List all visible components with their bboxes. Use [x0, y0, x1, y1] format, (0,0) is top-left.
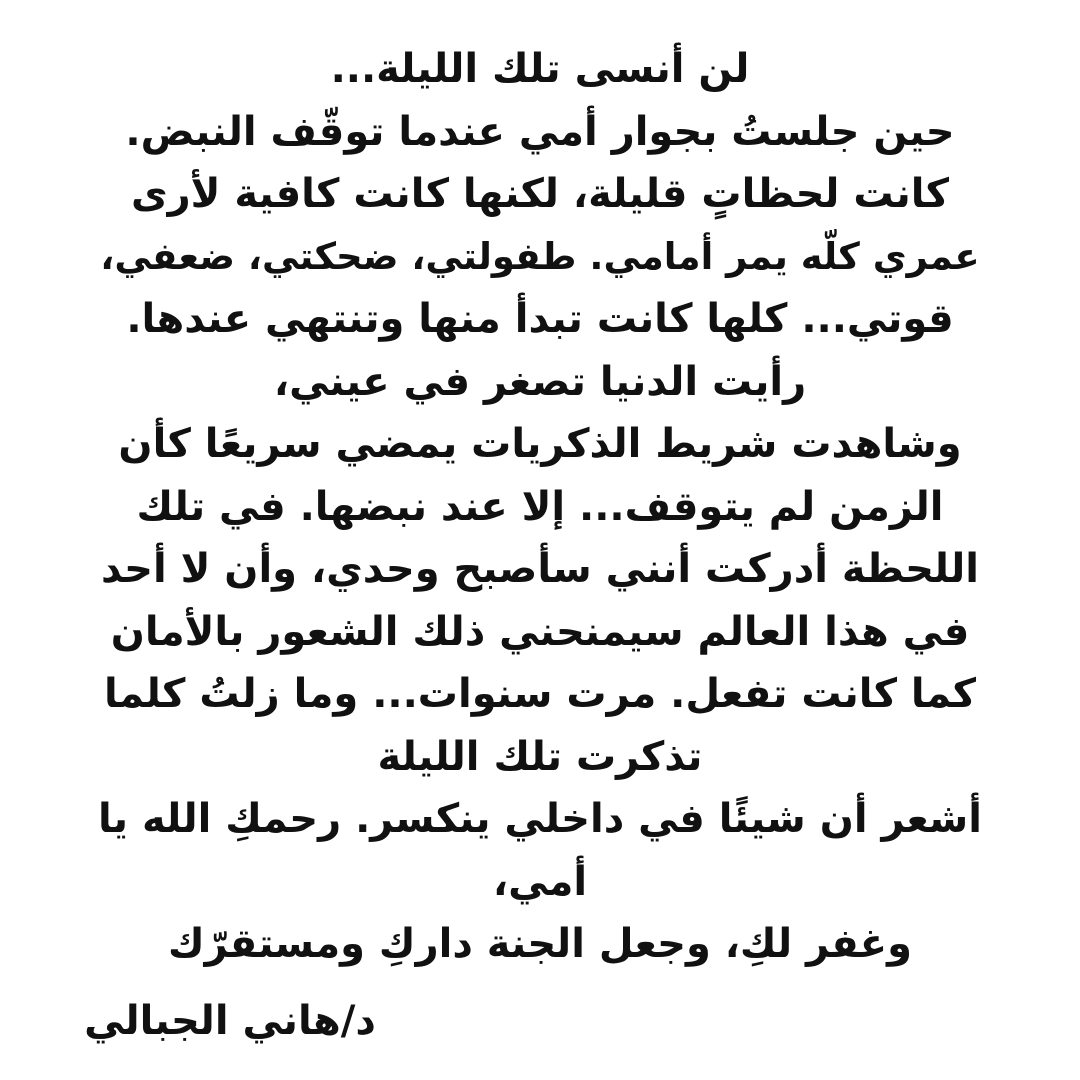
poem-text [90, 38, 990, 976]
poem-line: قوتي... كلها كانت تبدأ منها وتنتهي عندها. [126, 296, 954, 342]
poem-line: حين جلستُ بجوار أمي عندما توقّف النبض. [125, 108, 955, 155]
poem-line: في هذا العالم سيمنحني ذلك الشعور بالأمان [110, 608, 970, 655]
poem-line: الزمن لم يتوقف... إلا عند نبضها. في تلك [136, 483, 944, 530]
poem-line: تذكرت تلك الليلة [377, 733, 703, 780]
poem-line: رأيت الدنيا تصغر في عيني، [273, 358, 807, 405]
poem-line: لن أنسى تلك الليلة... [330, 46, 750, 92]
poem-line: اللحظة أدركت أنني سأصبح وحدي، وأن لا أحد [101, 546, 979, 592]
poem-line: أشعر أن شيئًا في داخلي ينكسر. رحمكِ الله يا [98, 796, 982, 842]
poem-line: وشاهدت شريط الذكريات يمضي سريعًا كأن [118, 421, 962, 467]
poem-line: كانت لحظاتٍ قليلة، لكنها كانت كافية لأرى [130, 171, 950, 217]
poem-line: عمري كلّه يمر أمامي. طفولتي، ضحكتي، ضعفي، [100, 234, 980, 278]
author-signature: د/هاني الجبالي [84, 998, 376, 1044]
poem-line: كما كانت تفعل. مرت سنوات... وما زلتُ كلما [103, 671, 977, 717]
poem-line: وغفر لكِ، وجعل الجنة داركِ ومستقرّك [168, 921, 912, 967]
poem-line: أمي، [492, 858, 588, 905]
